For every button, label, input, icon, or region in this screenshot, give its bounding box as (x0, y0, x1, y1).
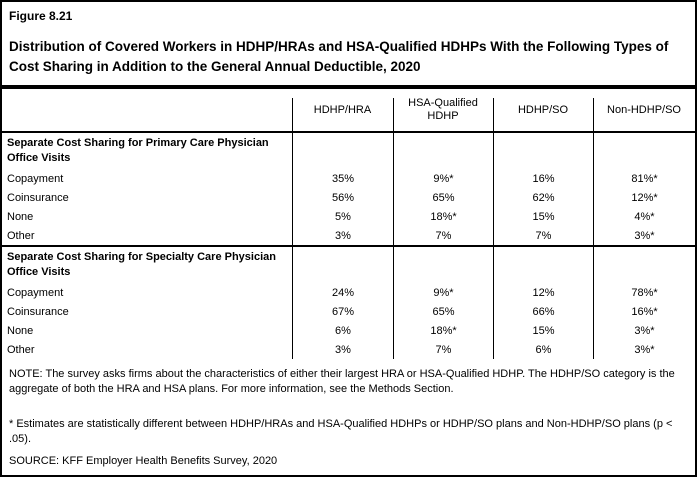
section-header-row (2, 133, 695, 169)
value-cell: 24% (292, 283, 393, 302)
column-header-hsa-qualified-hdhp: HSA-Qualified HDHP (393, 89, 493, 131)
column-header-hdhp-so: HDHP/SO (493, 89, 593, 131)
value-cell: 16% (493, 169, 593, 188)
empty-cell (493, 247, 593, 283)
column-header-hdhp-hra: HDHP/HRA (292, 89, 393, 131)
value-cell: 9%* (393, 169, 493, 188)
row-label: Coinsurance (7, 191, 69, 204)
figure-label: Figure 8.21 (9, 9, 73, 23)
cost-sharing-table (2, 89, 695, 359)
table-row (2, 283, 695, 302)
row-label: Coinsurance (7, 305, 69, 318)
value-cell: 65% (393, 302, 493, 321)
table-row (2, 302, 695, 321)
value-cell: 3%* (593, 226, 695, 245)
table-rows (2, 133, 695, 359)
value-cell: 35% (292, 169, 393, 188)
survey-note: NOTE: The survey asks firms about the characteristics of either their largest HRA or HSA-Qualified HDHP. The HDHP/SO category is the aggregate of both the HRA and HSA plans. For more information, see the Methods Section. (9, 368, 675, 395)
table-header-row (2, 89, 695, 133)
row-label: Copayment (7, 286, 64, 299)
empty-cell (493, 133, 593, 169)
empty-cell (593, 133, 695, 169)
empty-cell (292, 133, 393, 169)
value-cell: 3%* (593, 340, 695, 359)
asterisk-note: * Estimates are statistically different between HDHP/HRAs and HSA-Qualified HDHPs or HDHP/SO plans and Non-HDHP/SO plans (p < .05). (9, 418, 673, 445)
value-cell: 16%* (593, 302, 695, 321)
value-cell: 5% (292, 207, 393, 226)
value-cell: 7% (493, 226, 593, 245)
value-cell: 78%* (593, 283, 695, 302)
row-label: Copayment (7, 172, 64, 185)
empty-cell (393, 247, 493, 283)
table-row (2, 169, 695, 188)
value-cell: 3% (292, 226, 393, 245)
value-cell: 3% (292, 340, 393, 359)
value-cell: 65% (393, 188, 493, 207)
corner-cell (2, 89, 292, 131)
table-row (2, 188, 695, 207)
value-cell: 18%* (393, 321, 493, 340)
empty-cell (292, 247, 393, 283)
table-row (2, 207, 695, 226)
value-cell: 67% (292, 302, 393, 321)
value-cell: 7% (393, 226, 493, 245)
value-cell: 62% (493, 188, 593, 207)
value-cell: 15% (493, 207, 593, 226)
empty-cell (593, 247, 695, 283)
row-label: Other (7, 229, 35, 242)
table-row (2, 321, 695, 340)
value-cell: 7% (393, 340, 493, 359)
row-label: None (7, 210, 34, 223)
notes-block (2, 359, 695, 469)
value-cell: 12%* (593, 188, 695, 207)
value-cell: 81%* (593, 169, 695, 188)
value-cell: 56% (292, 188, 393, 207)
value-cell: 12% (493, 283, 593, 302)
value-cell: 9%* (393, 283, 493, 302)
title-block (2, 2, 695, 85)
value-cell: 6% (493, 340, 593, 359)
table-row (2, 226, 695, 245)
value-cell: 6% (292, 321, 393, 340)
row-label: None (7, 324, 34, 337)
value-cell: 4%* (593, 207, 695, 226)
table-row (2, 340, 695, 359)
value-cell: 18%* (393, 207, 493, 226)
row-label: Other (7, 343, 35, 356)
section-header-row (2, 245, 695, 283)
source-note: SOURCE: KFF Employer Health Benefits Survey, 2020 (9, 455, 278, 467)
value-cell: 15% (493, 321, 593, 340)
section-title: Separate Cost Sharing for Specialty Care Physician Office Visits (7, 251, 276, 278)
column-header-non-hdhp-so: Non-HDHP/SO (593, 89, 695, 131)
empty-cell (393, 133, 493, 169)
section-title: Separate Cost Sharing for Primary Care Physician Office Visits (7, 137, 269, 164)
value-cell: 66% (493, 302, 593, 321)
figure-title: Distribution of Covered Workers in HDHP/HRAs and HSA-Qualified HDHPs With the Following Types of Cost Sharing in Addition to the General Annual Deductible, 2020 (9, 39, 669, 74)
value-cell: 3%* (593, 321, 695, 340)
